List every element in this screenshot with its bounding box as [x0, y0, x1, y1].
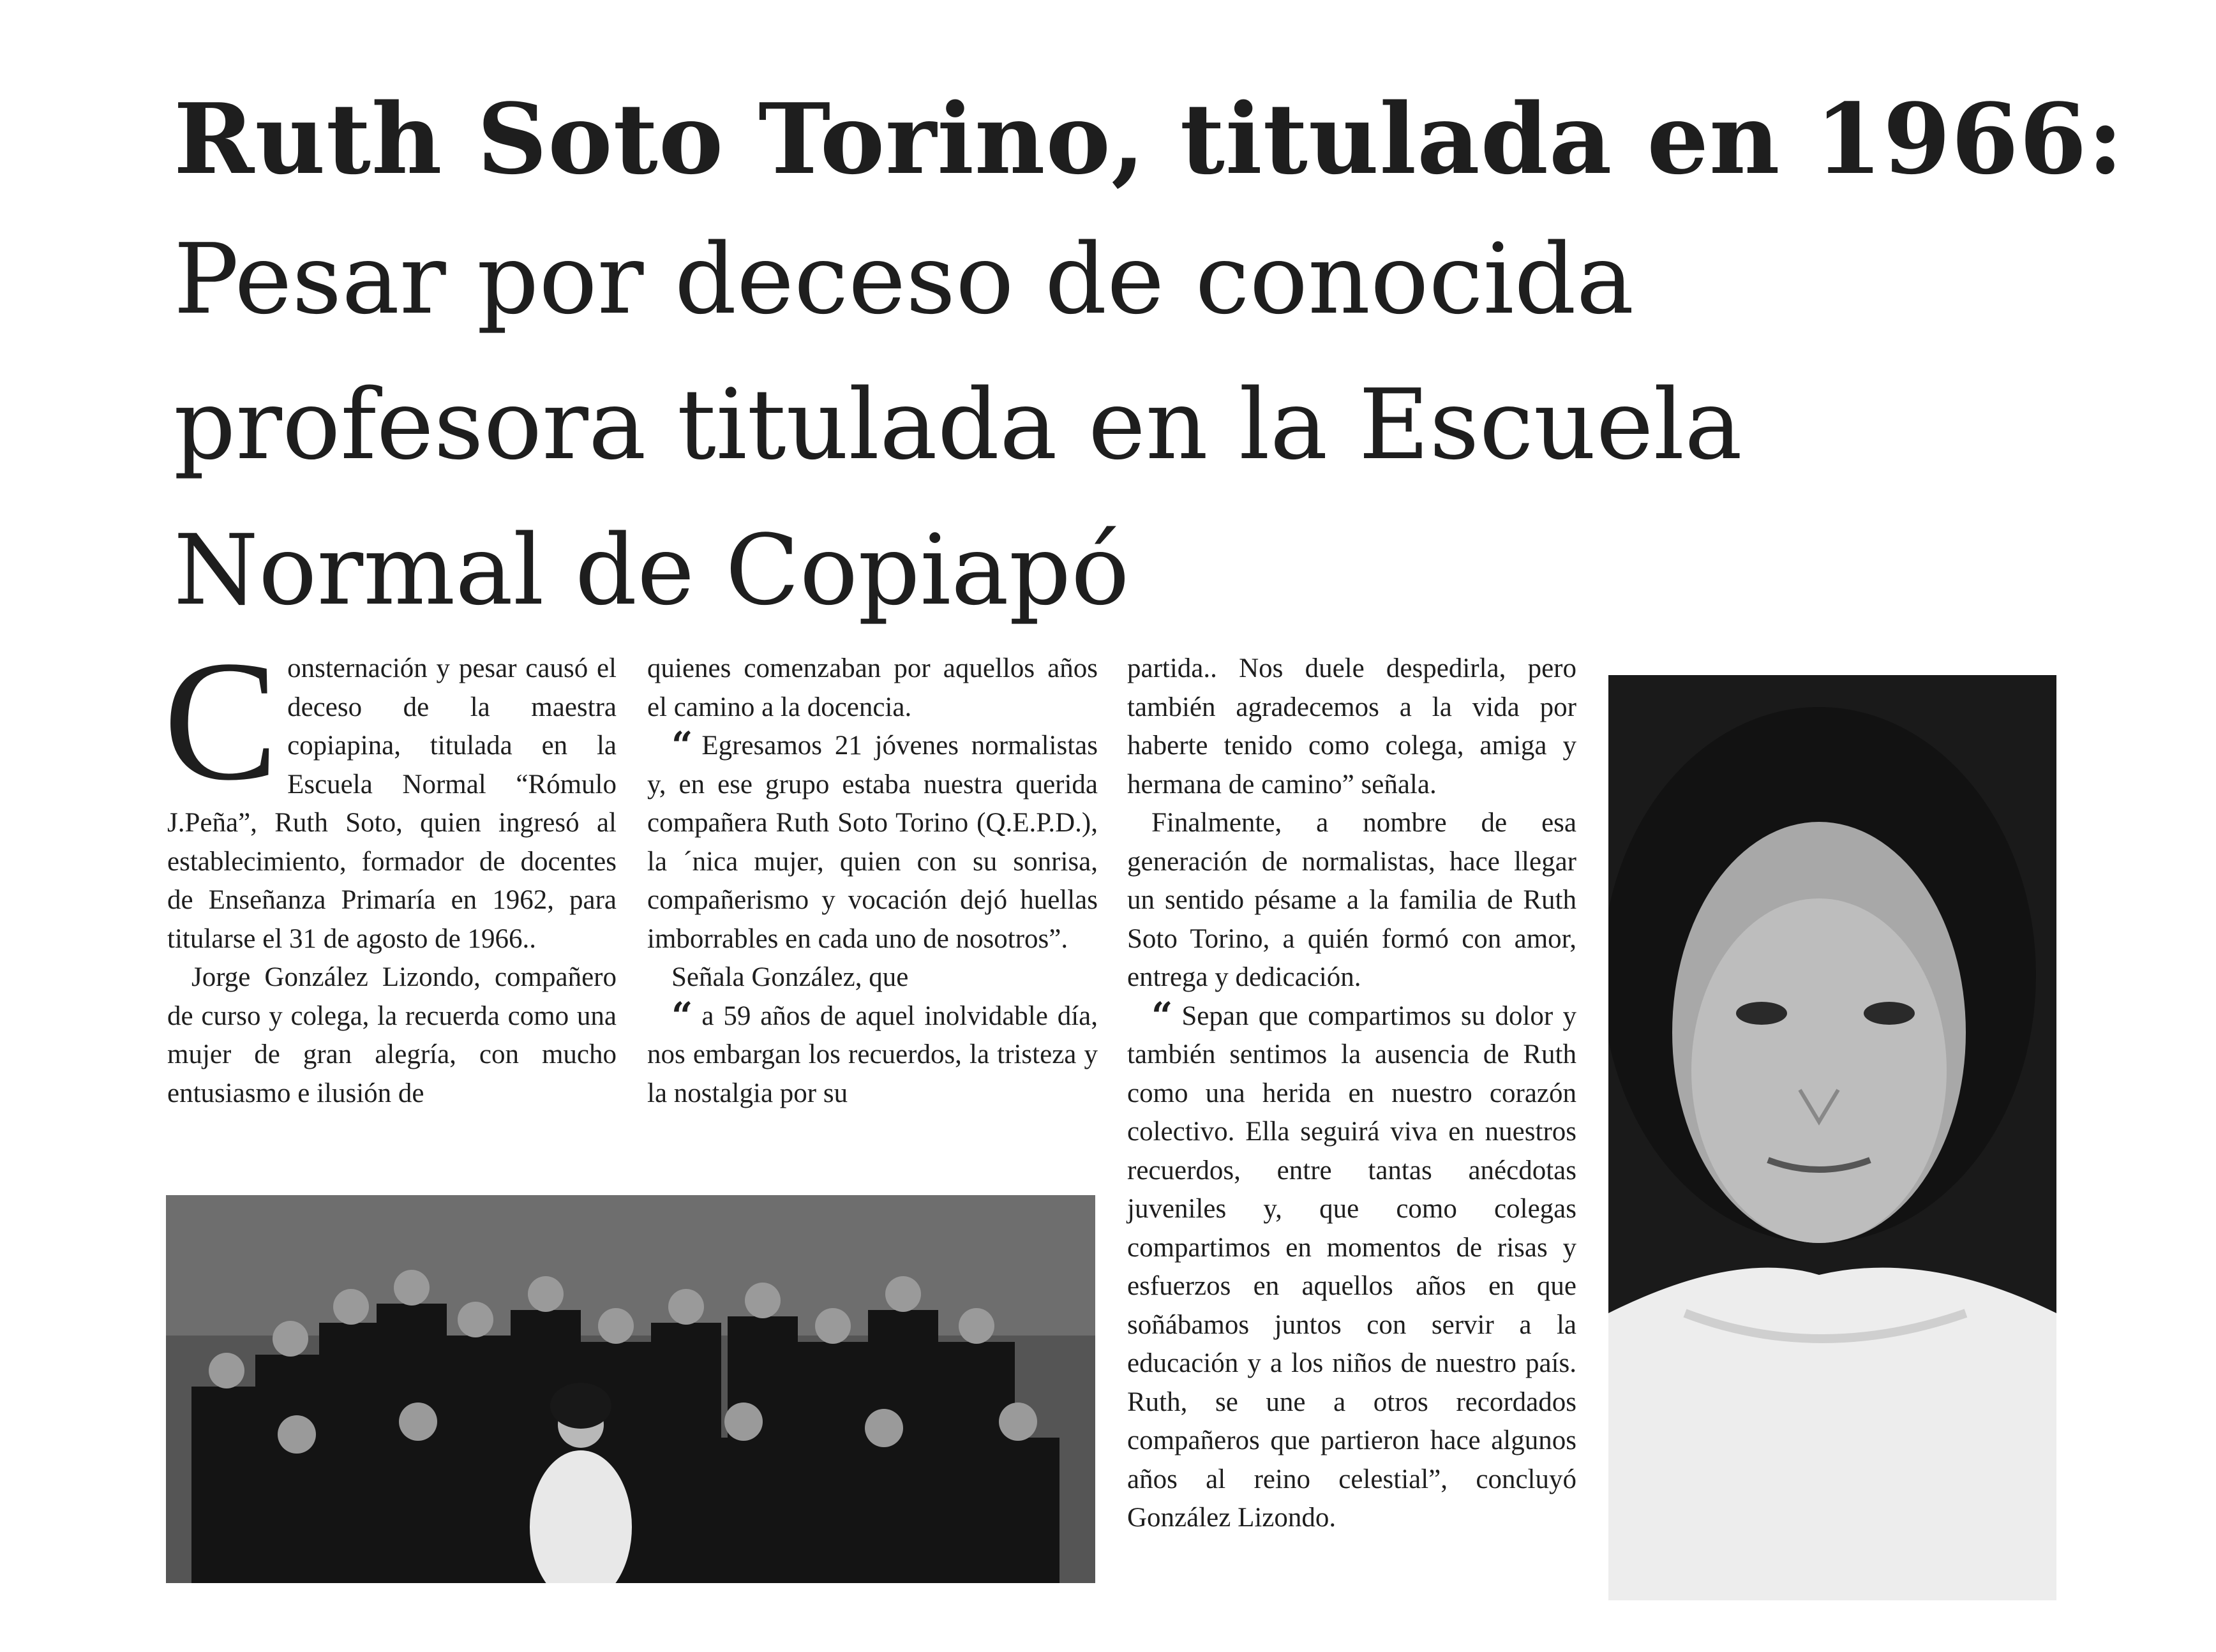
- headline: [174, 75, 2127, 643]
- portrait-illustration: [1608, 675, 2056, 1600]
- quote-mark-icon: “: [1151, 993, 1173, 1038]
- group-photo-illustration: [166, 1195, 1095, 1583]
- quote-paragraph: [647, 993, 1098, 1113]
- portrait-photo: [1608, 675, 2056, 1600]
- headline-deck: Pesar por deceso de conocida profesora titulada en la Escuela Normal de Copiapó: [174, 223, 1742, 627]
- headline-kicker: Ruth Soto Torino, titulada en 1966:: [174, 82, 2124, 196]
- quote-paragraph: [647, 724, 1098, 958]
- paragraph: quienes comenzaban por aquellos años el camino a la docencia.: [647, 653, 1098, 722]
- paragraph: Jorge González Lizondo, compañero de curso y colega, la recuerda como una mujer de gran alegría, con mucho entusiasmo e ilusión de: [167, 962, 617, 1108]
- quote-paragraph: [1127, 993, 1576, 1538]
- paragraph: Señala González, que: [671, 962, 909, 992]
- quote-text: a 59 años de aquel inolvidable día, nos embargan los recuerdos, la tristeza y la nostalgia por su: [647, 1001, 1098, 1108]
- quote-mark-icon: “: [671, 993, 693, 1038]
- quote-text: Egresamos 21 jóvenes normalistas y, en ese grupo estaba nuestra querida compañera Ruth Soto Torino (Q.E.P.D.), la ´nica mujer, quien con su sonrisa, compañerismo y vocación dejó huellas imborrables en cada uno de nosotros”.: [647, 731, 1098, 954]
- lead-text: onsternación y pesar causó el deceso de la maestra copiapina, titulada en la Escuela Normal “Rómulo J.Peña”, Ruth Soto, quien ingresó al establecimiento, formador de docentes de Enseñanza Primaría en 1962, para titularse el 31 de agosto de 1966..: [167, 653, 617, 954]
- lead-paragraph: [163, 625, 617, 958]
- drop-cap: C: [163, 625, 279, 816]
- paragraph: Finalmente, a nombre de esa generación de normalistas, hace llegar un sentido pésame a la familia de Ruth Soto Torino, a quién formó con amor, entrega y dedicación.: [1127, 808, 1576, 992]
- quote-mark-icon: “: [671, 724, 693, 767]
- article-column-3: [1127, 650, 1576, 1538]
- paragraph: partida.. Nos duele despedirla, pero también agradecemos a la vida por haberte tenido como colega, amiga y hermana de camino” señala.: [1127, 653, 1576, 800]
- quote-text: Sepan que compartimos su dolor y también sentimos la ausencia de Ruth como una herida en nuestro corazón colectivo. Ella seguirá viva en nuestros recuerdos, entre tantas anécdotas juveniles y, que como colegas compartimos en momentos de risas y esfuerzos en aquellos años en que soñábamos juntos con servir a la educación y a los niños de nuestro país. Ruth, se une a otros recordados compañeros que partieron hace algunos años al reino celestial”, concluyó González Lizondo.: [1127, 1001, 1576, 1533]
- article-column-2: [647, 650, 1098, 1113]
- group-photo: [166, 1195, 1095, 1583]
- article-column-1: [163, 625, 617, 1113]
